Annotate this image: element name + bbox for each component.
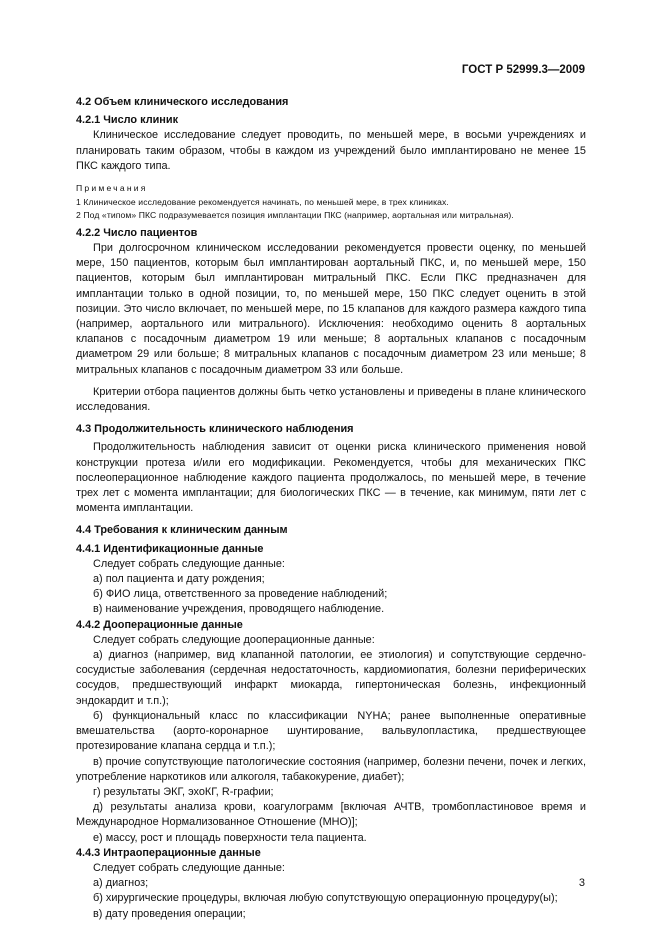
section-4-4-2-intro: Следует собрать следующие дооперационные данные: [93, 633, 375, 646]
list-item: г) результаты ЭКГ, эхоКГ, R-графии; [93, 785, 274, 798]
page-number: 3 [578, 877, 585, 889]
section-4-4-3-intro: Следует собрать следующие данные: [93, 861, 285, 874]
list-item: б) ФИО лица, ответственного за проведение наблюдений; [93, 588, 388, 601]
list-item: е) массу, рост и площадь поверхности тела пациента. [93, 831, 367, 844]
section-4-3-text: Продолжительность наблюдения зависит от оценки риска клинического применения новой конструкции протеза и/или его модификации. Рекомендуется, чтобы для механических ПКС послеоперационное наблюдение каждого пациента продолжалось, по меньшей мере, в течение трех лет с момента имплантации; для биологических ПКС — в течение, как минимум, пяти лет с момента имплантации. [76, 441, 586, 515]
section-4-2-2-title: 4.2.2 Число пациентов [76, 226, 198, 239]
section-4-3-title: 4.3 Продолжительность клинического наблюдения [76, 423, 354, 436]
list-item: б) функциональный класс по классификации NYHA; ранее выполненные оперативные вмешательства (аорто-коронарное шунтирование, вальвулопластика, предшествующее протезирование клапана сердца и т.п.); [76, 709, 586, 753]
list-item: а) диагноз (например, вид клапанной патологии, ее этиология) и сопутствующие сердечно-сосудистые заболевания (сердечная недостаточность, кардиомиопатия, болезни периферических сосудов, предшествующий инфаркт миокарда, гипертоническая болезнь, инфекционный эндокардит и т.п.); [76, 649, 586, 707]
section-4-2-1-title: 4.2.1 Число клиник [76, 114, 179, 127]
section-4-2-1-text: Клиническое исследование следует проводить, по меньшей мере, в восьми учреждениях и планировать таким образом, чтобы в каждом из учреждений было имплантировано не менее 15 ПКС каждого типа. [76, 129, 586, 172]
standard-header: ГОСТ Р 52999.3—2009 [461, 64, 585, 76]
notes-label: Примечания [76, 183, 148, 194]
section-4-4-1-title: 4.4.1 Идентификационные данные [76, 542, 264, 555]
list-item: в) дату проведения операции; [93, 907, 246, 920]
list-item: д) результаты анализа крови, коагулограмм [включая АЧТВ, тромбопластиновое время и Международное Нормализованное Отношение (МНО)]; [76, 801, 586, 829]
note-1: 1 Клиническое исследование рекомендуется начинать, по меньшей мере, в трех клиниках. [76, 196, 449, 207]
section-4-2-title: 4.2 Объем клинического исследования [76, 96, 289, 108]
section-4-4-1-intro: Следует собрать следующие данные: [93, 557, 285, 570]
section-4-4-title: 4.4 Требования к клиническим данным [76, 524, 288, 537]
list-item: в) прочие сопутствующие патологические состояния (например, болезни печени, почек и легких, употребление наркотиков или алкоголя, табакокурение, диабет); [76, 755, 586, 783]
section-4-4-3-title: 4.4.3 Интраоперационные данные [76, 846, 261, 859]
list-item: а) пол пациента и дату рождения; [93, 573, 265, 586]
list-item: б) хирургические процедуры, включая любую сопутствующую операционную процедуру(ы); [93, 892, 558, 905]
list-item: а) диагноз; [93, 877, 149, 890]
section-4-2-2-paragraph-2: Критерии отбора пациентов должны быть четко установлены и приведены в плане клинического исследования. [76, 385, 586, 414]
list-item: в) наименование учреждения, проводящего наблюдение. [93, 603, 385, 616]
section-4-2-2-paragraph-1: При долгосрочном клиническом исследовании рекомендуется провести оценку, по меньшей мере, 150 пациентов, которым был имплантирован аортальный ПКС, и, по меньшей мере, 150 пациентов, которым был имплантирован митральный ПКС. Если ПКС предназначен для имплантации только в одной позиции, то, по меньшей мере, 150 ПКС следует оценить в этой позиции. Это число включает, по меньшей мере, по 15 клапанов для каждого размера каждого типа (например, аортального или митрального). Исключения: необходимо оценить 8 аортальных клапанов с посадочным диаметром 19 или меньше; 8 аортальных клапанов с посадочным диаметром 29 или больше; 8 митральных клапанов с посадочным диаметром 23 или меньше; 8 митральных клапанов с посадочным диаметром 33 или больше. [76, 242, 586, 376]
document-body [76, 93, 586, 922]
section-4-4-2-title: 4.4.2 Дооперационные данные [76, 618, 243, 631]
notes-block [76, 182, 586, 223]
note-2: 2 Под «типом» ПКС подразумевается позиция имплантации ПКС (например, аортальная или митральная). [76, 210, 514, 221]
